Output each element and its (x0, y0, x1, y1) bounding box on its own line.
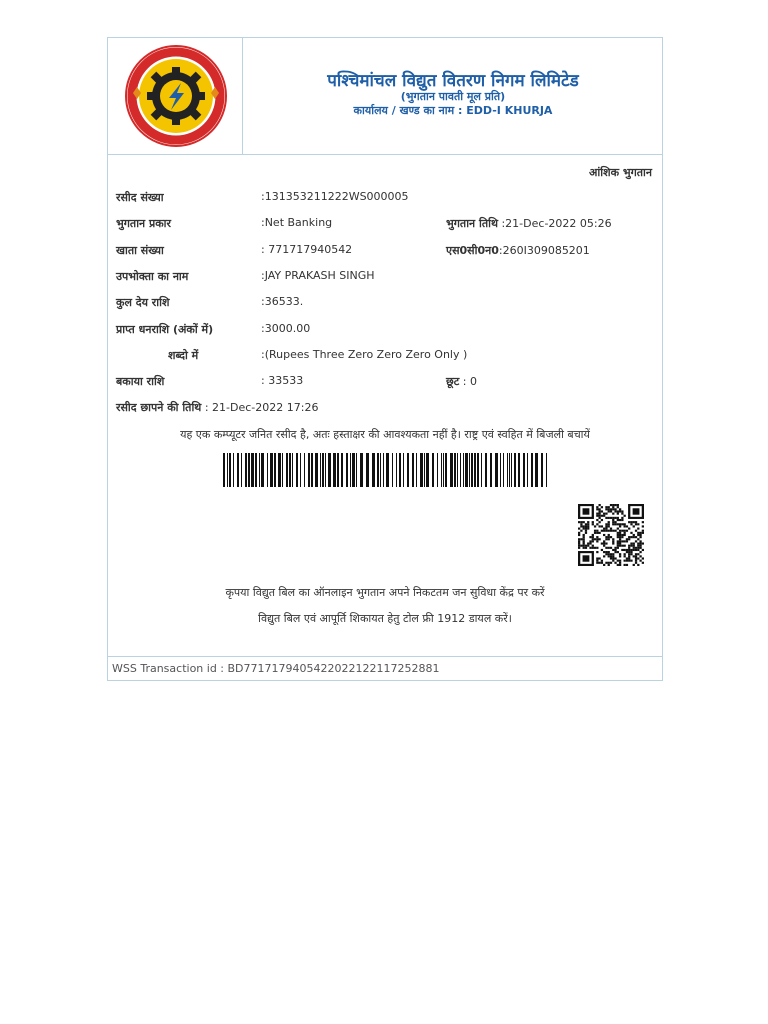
payment-mode-row (108, 216, 662, 232)
receipt-header (108, 38, 662, 155)
receipt-copy-type: (भुगतान पावती मूल प्रति) (400, 90, 506, 103)
scno-value: :260I309085201 (498, 244, 590, 257)
receipt-no-value: :131353211222WS000005 (261, 190, 409, 203)
qr-code (578, 504, 644, 566)
receipt (107, 37, 663, 681)
footer (108, 656, 662, 681)
pvvnl-logo (121, 43, 231, 149)
transaction-id: WSS Transaction id : BD7717179405422022122117252881 (112, 662, 440, 675)
print-date-row (108, 400, 662, 416)
office-name: कार्यालय / खण्ड का नाम : EDD-I KHURJA (353, 104, 553, 117)
rebate-value: : 0 (459, 375, 477, 388)
account-no-row (108, 243, 662, 259)
account-no-label: खाता संख्या (116, 244, 164, 257)
payment-mode-value: :Net Banking (261, 216, 333, 229)
barcode (223, 453, 547, 487)
logo-cell (108, 38, 243, 154)
org-name: पश्चिमांचल विद्युत वितरण निगम लिमिटेड (327, 71, 579, 91)
balance-value: : 33533 (261, 374, 304, 387)
consumer-name-row (108, 269, 662, 285)
balance-label: बकाया राशि (116, 375, 165, 388)
consumer-name-label: उपभोक्ता का नाम (116, 270, 189, 283)
in-words-value: :(Rupees Three Zero Zero Zero Only ) (261, 348, 468, 361)
scno-label: एस0सी0न0 (446, 244, 499, 257)
receipt-no-label: रसीद संख्या (116, 191, 164, 204)
total-due-value: :36533. (261, 295, 304, 308)
in-words-label: शब्दो में (168, 349, 199, 362)
payment-type-tag: आंशिक भुगतान (589, 166, 652, 179)
total-due-label: कुल देय राशि (116, 296, 170, 309)
payment-date-value: :21-Dec-2022 05:26 (497, 217, 612, 230)
payment-date-label: भुगतान तिथि (446, 217, 498, 230)
online-payment-note: कृपया विद्युत बिल का ऑनलाइन भुगतान अपने निकटतम जन सुविधा केंद्र पर करें (225, 586, 545, 599)
print-date-value: : 21-Dec-2022 17:26 (201, 401, 319, 414)
payment-date (446, 216, 612, 231)
balance-row (108, 374, 662, 390)
payment-mode-label: भुगतान प्रकार (116, 217, 172, 230)
scno (446, 243, 590, 258)
amount-received-label: प्राप्त धनराशि (अंकों में) (116, 323, 214, 336)
computer-generated-note: यह एक कम्प्यूटर जनित रसीद है, अतः हस्ताक्षर की आवश्यकता नहीं है। राष्ट्र एवं स्वहित में बिजली बचायें (180, 428, 590, 441)
print-date (116, 400, 318, 415)
title-block (244, 38, 662, 154)
rebate-label: छूट (446, 375, 460, 388)
account-no-value: : 771717940542 (261, 243, 353, 256)
in-words-row (108, 348, 662, 364)
amount-received-row (108, 322, 662, 338)
print-date-label: रसीद छापने की तिथि (116, 401, 202, 414)
receipt-no-row (108, 190, 662, 206)
toll-free-note: विद्युत बिल एवं आपूर्ति शिकायत हेतु टोल फ्री 1912 डायल करें। (258, 612, 512, 625)
amount-received-value: :3000.00 (261, 322, 311, 335)
rebate (446, 374, 477, 389)
consumer-name-value: :JAY PRAKASH SINGH (261, 269, 375, 282)
total-due-row (108, 295, 662, 311)
